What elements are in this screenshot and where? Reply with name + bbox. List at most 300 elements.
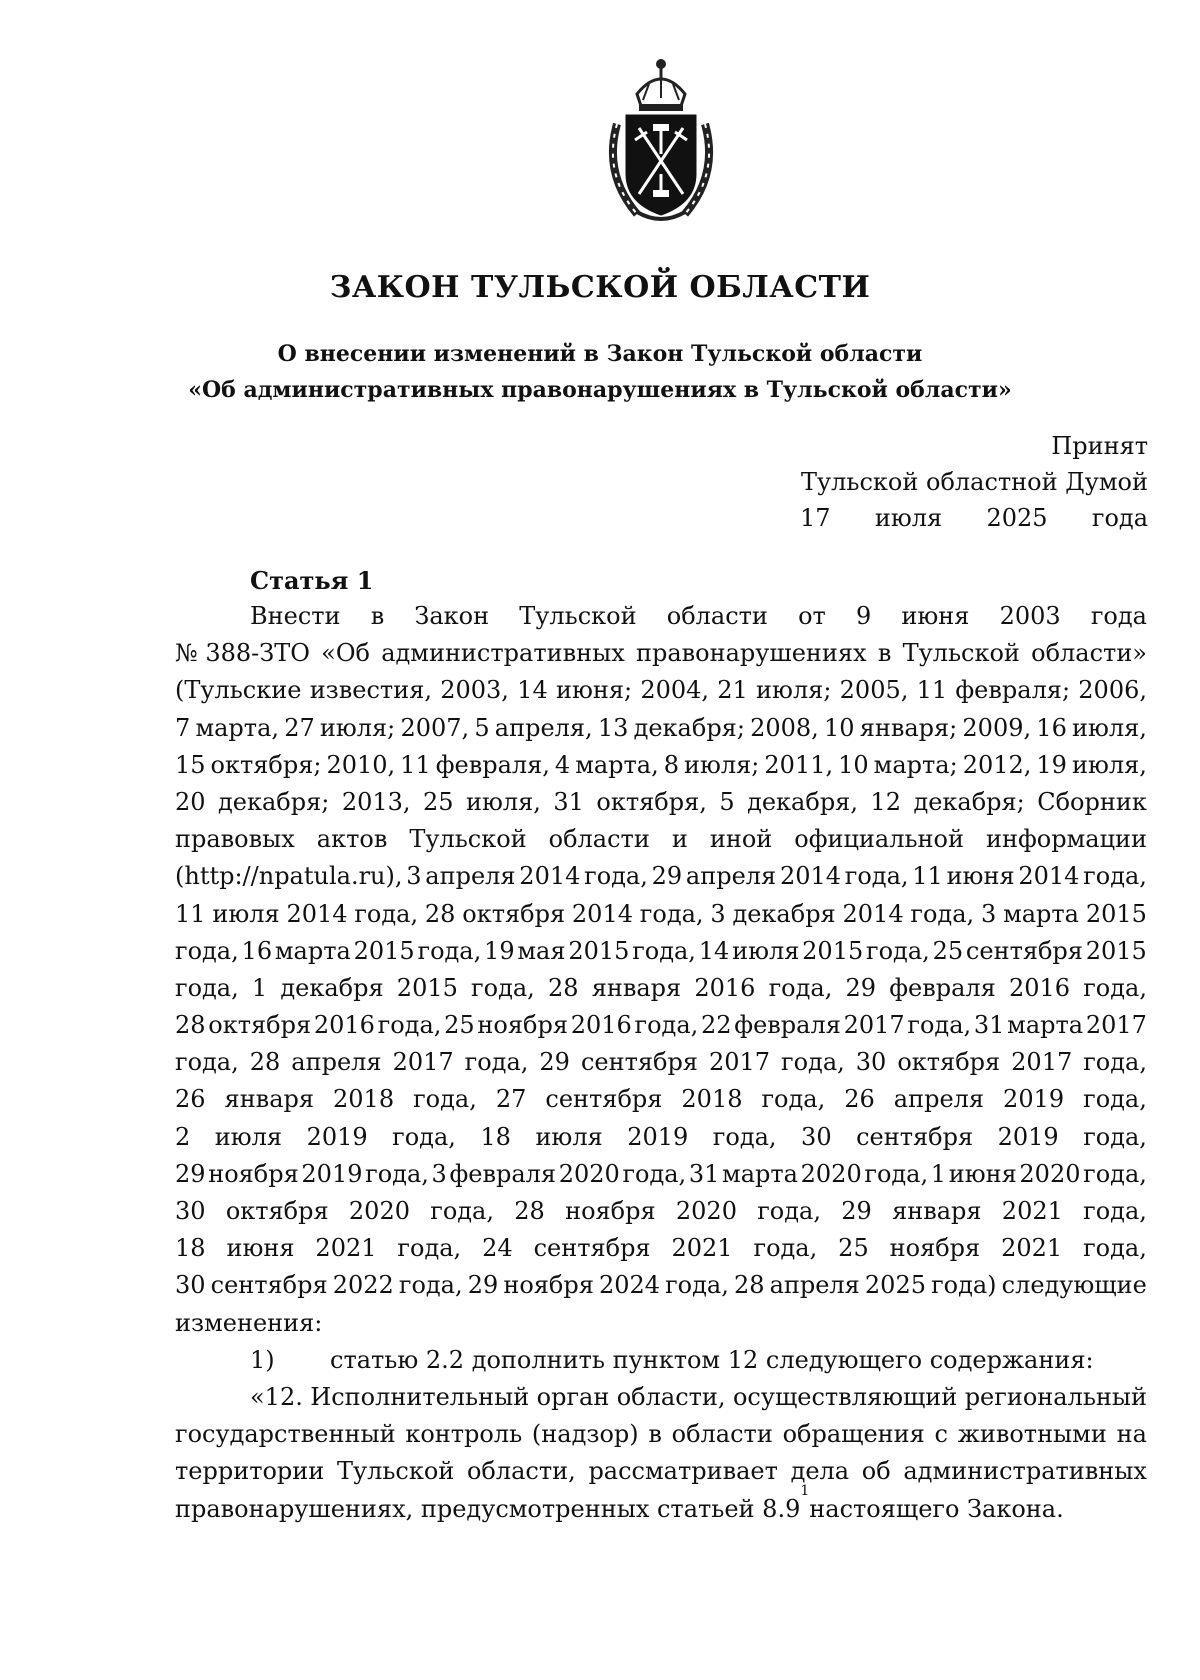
article-word: апреля bbox=[425, 862, 516, 891]
article-word: административных bbox=[381, 639, 625, 668]
article-word: января; bbox=[859, 713, 958, 742]
article-word: 2005, bbox=[839, 676, 909, 705]
article-word: года, bbox=[413, 1085, 477, 1114]
list-item-1 bbox=[175, 1342, 1147, 1379]
article-word: 11 bbox=[175, 899, 206, 928]
article-word: известия, bbox=[309, 676, 432, 705]
document-title: ЗАКОН ТУЛЬСКОЙ ОБЛАСТИ bbox=[329, 270, 871, 305]
article-word: марта bbox=[1007, 1011, 1084, 1040]
article-word: 2014 bbox=[286, 899, 348, 928]
article-line bbox=[175, 598, 1147, 635]
article-word: 2020 bbox=[558, 1159, 620, 1188]
article-word: 2015 bbox=[1085, 936, 1147, 965]
quote-last-tail: настоящего Закона. bbox=[809, 1494, 1064, 1523]
article-word: 5 bbox=[719, 787, 735, 816]
article-word: 19 bbox=[484, 936, 515, 965]
article-line bbox=[175, 821, 1147, 858]
quote-word: Тульской bbox=[336, 1457, 455, 1486]
adoption-date-year: 2025 bbox=[986, 504, 1048, 532]
article-word: декабря bbox=[732, 899, 836, 928]
article-word: 2003 bbox=[999, 602, 1061, 630]
quote-word: региональный bbox=[964, 1382, 1147, 1411]
article-word: сентября bbox=[533, 1234, 651, 1263]
article-word: Внести bbox=[250, 602, 341, 630]
quoted-amendment bbox=[175, 1379, 1147, 1491]
article-word: года, bbox=[175, 936, 239, 965]
article-word: года, bbox=[1083, 1159, 1147, 1188]
quote-word: области, bbox=[616, 1382, 726, 1411]
article-line bbox=[175, 896, 1147, 933]
article-word: в bbox=[370, 602, 385, 630]
article-line bbox=[175, 672, 1147, 709]
article-word: июля bbox=[732, 936, 800, 965]
article-word: года, bbox=[354, 899, 419, 928]
article-word: 27 bbox=[284, 713, 315, 742]
article-word: 2015 bbox=[353, 936, 415, 965]
article-word: июля, bbox=[1072, 713, 1147, 742]
article-word: 2017 bbox=[708, 1048, 771, 1077]
article-word: 2015 bbox=[802, 936, 864, 965]
article-line bbox=[175, 1230, 1147, 1267]
article-word: 24 bbox=[482, 1234, 513, 1263]
article-word: декабря; bbox=[913, 787, 1025, 816]
article-word: июня bbox=[226, 1234, 295, 1263]
article-word: 2019 bbox=[306, 1122, 368, 1151]
article-word: 2014 bbox=[842, 899, 904, 928]
article-word: актов bbox=[316, 825, 388, 854]
article-word: 2016 bbox=[1008, 973, 1071, 1002]
article-word: 29 bbox=[467, 1271, 499, 1300]
quote-word: Исполнительный bbox=[310, 1382, 530, 1411]
article-word: следующие bbox=[1001, 1271, 1147, 1300]
article-word: года, bbox=[1083, 1197, 1147, 1225]
article-word: 11 bbox=[916, 676, 948, 705]
article-word: 25 bbox=[932, 936, 964, 965]
article-word: июня bbox=[948, 1159, 1017, 1188]
article-body bbox=[175, 598, 1147, 1528]
quote-word: территории bbox=[175, 1457, 325, 1486]
article-word: сентября bbox=[965, 936, 1083, 965]
article-word: официальной bbox=[794, 825, 964, 854]
article-word: года, bbox=[866, 936, 930, 965]
article-word: ноября bbox=[565, 1197, 656, 1225]
article-word: года) bbox=[931, 1271, 997, 1300]
article-word: 16 bbox=[1036, 713, 1067, 742]
list-item-1-text: статью 2.2 дополнить пунктом 12 следующего содержания: bbox=[330, 1345, 1094, 1374]
article-word: года, bbox=[1083, 862, 1147, 891]
article-word: года, bbox=[365, 1159, 429, 1188]
article-word: 29 bbox=[651, 862, 683, 891]
article-word: 26 bbox=[844, 1085, 875, 1114]
article-word: 2018 bbox=[681, 1085, 743, 1114]
article-word: и bbox=[671, 825, 688, 854]
article-word: 18 bbox=[480, 1122, 511, 1151]
article-word: 10 bbox=[823, 713, 855, 742]
article-word: 12 bbox=[870, 787, 901, 816]
article-line bbox=[175, 1081, 1147, 1118]
article-word: года, bbox=[907, 1011, 972, 1040]
article-word: 16 bbox=[241, 936, 273, 965]
quote-word: административных bbox=[903, 1457, 1147, 1486]
quote-word: дела bbox=[790, 1457, 850, 1486]
article-word: Тульской bbox=[902, 639, 1020, 668]
article-word: 2019 bbox=[627, 1122, 689, 1151]
article-word: 2015 bbox=[396, 973, 458, 1002]
article-word: марта bbox=[1003, 899, 1079, 928]
article-word: 28 bbox=[424, 899, 456, 928]
article-word: 2017 bbox=[392, 1048, 454, 1077]
article-word: года, bbox=[398, 1271, 463, 1300]
article-word: года, bbox=[417, 936, 482, 965]
article-word: 2019 bbox=[1003, 1085, 1065, 1114]
article-word: января bbox=[892, 1197, 982, 1225]
article-word: года, bbox=[753, 1234, 818, 1263]
article-line bbox=[175, 1193, 1147, 1230]
article-line bbox=[175, 1267, 1147, 1304]
quote-word: области bbox=[671, 1420, 773, 1449]
article-word: 1 bbox=[251, 973, 268, 1002]
article-word: 2013, bbox=[341, 787, 411, 816]
document-subtitle bbox=[0, 336, 1200, 408]
article-word: марта bbox=[274, 936, 351, 965]
article-word: апреля, bbox=[494, 713, 593, 742]
article-word: 2021 bbox=[1001, 1234, 1063, 1263]
article-word: года, bbox=[377, 1011, 442, 1040]
quote-word: (надзор) bbox=[531, 1420, 639, 1449]
article-word: июля; bbox=[319, 713, 396, 742]
article-word: года, bbox=[584, 862, 648, 891]
article-word: (http://npatula.ru), bbox=[175, 862, 403, 891]
article-word: апреля bbox=[291, 1048, 382, 1077]
article-word: 29 bbox=[841, 1197, 872, 1225]
article-word: 2011, bbox=[764, 750, 834, 779]
article-word: 3 bbox=[710, 899, 726, 928]
article-word: января bbox=[224, 1085, 315, 1114]
article-word: марта; bbox=[873, 750, 958, 779]
article-word: июля, bbox=[466, 787, 541, 816]
article-word: 2017 bbox=[843, 1011, 905, 1040]
quote-line bbox=[175, 1453, 1147, 1490]
article-word: 3 bbox=[980, 899, 997, 928]
article-line bbox=[175, 635, 1147, 672]
article-word: года, bbox=[1083, 1085, 1147, 1114]
article-word: года, bbox=[712, 1122, 777, 1151]
article-word: 19 bbox=[1036, 750, 1067, 779]
article-word: Закон bbox=[414, 602, 490, 630]
article-word: 2021 bbox=[671, 1234, 733, 1263]
article-word: апреля bbox=[685, 862, 777, 891]
article-word: 2014 bbox=[571, 899, 633, 928]
quote-word: «12. bbox=[250, 1382, 303, 1411]
article-word: 2019 bbox=[997, 1122, 1059, 1151]
article-word: 30 bbox=[175, 1271, 206, 1300]
article-line bbox=[175, 710, 1147, 747]
article-word: правонарушениях bbox=[635, 639, 867, 668]
article-word: 31 bbox=[973, 1011, 1005, 1040]
article-line bbox=[175, 1119, 1147, 1156]
article-word: декабря bbox=[280, 973, 384, 1002]
article-word: 2022 bbox=[332, 1271, 394, 1300]
quote-word: на bbox=[1116, 1420, 1147, 1449]
article-word: февраля bbox=[734, 1011, 841, 1040]
article-word: 30 bbox=[801, 1122, 832, 1151]
article-word: 10 bbox=[838, 750, 869, 779]
article-word: октября bbox=[462, 899, 566, 928]
article-word: 2016 bbox=[313, 1011, 375, 1040]
article-word: иной bbox=[709, 825, 773, 854]
article-word: октября bbox=[225, 1197, 329, 1225]
article-word: 2020 bbox=[348, 1197, 410, 1225]
article-word: октября, bbox=[596, 787, 707, 816]
article-word: ноября bbox=[889, 1234, 981, 1263]
subtitle-line-2: «Об административных правонарушениях в Тульской области» bbox=[188, 377, 1012, 403]
article-word: года, bbox=[761, 1085, 826, 1114]
article-word: Тульской bbox=[409, 825, 527, 854]
article-line bbox=[175, 858, 1147, 895]
article-line bbox=[175, 933, 1147, 970]
article-word: 2014 bbox=[779, 862, 842, 891]
article-word: октября bbox=[208, 1011, 312, 1040]
article-word: 27 bbox=[495, 1085, 527, 1114]
article-word: 2009, bbox=[962, 713, 1032, 742]
article-word: июля; bbox=[684, 750, 760, 779]
article-word: года, bbox=[392, 1122, 456, 1151]
article-word: 2025 bbox=[864, 1271, 926, 1300]
adopted-by: Тульской областной Думой bbox=[801, 468, 1148, 496]
article-word: ноября bbox=[503, 1271, 594, 1300]
article-word: июля bbox=[214, 1122, 283, 1151]
quote-last-superscript: 1 bbox=[800, 1482, 810, 1499]
quote-word: рассматривает bbox=[588, 1457, 778, 1486]
article-word: 30 bbox=[175, 1197, 206, 1225]
article-word: июля bbox=[535, 1122, 603, 1151]
article-word: года, bbox=[1083, 1048, 1147, 1077]
article-word: 2017 bbox=[1085, 1011, 1147, 1040]
article-word: 31 bbox=[553, 787, 584, 816]
article-word: февраля; bbox=[955, 676, 1071, 705]
article-word: февраля bbox=[449, 1159, 557, 1188]
article-word: 30 bbox=[855, 1048, 887, 1077]
article-word: 2024 bbox=[598, 1271, 661, 1300]
article-word: 2018 bbox=[333, 1085, 395, 1114]
article-word: года, bbox=[632, 936, 696, 965]
article-word: 2015 bbox=[568, 936, 630, 965]
article-word: 21 bbox=[717, 676, 748, 705]
article-word: Сборник bbox=[1037, 787, 1147, 816]
article-line bbox=[175, 747, 1147, 784]
article-word: года, bbox=[910, 899, 975, 928]
article-word: 29 bbox=[539, 1048, 570, 1077]
article-word: 28 bbox=[514, 1197, 545, 1225]
article-word: года, bbox=[1083, 1122, 1147, 1151]
article-word: года, bbox=[634, 1011, 699, 1040]
article-word: 25 bbox=[838, 1234, 869, 1263]
article-word: ноября bbox=[477, 1011, 568, 1040]
article-word: года, bbox=[471, 973, 535, 1002]
article-word: области bbox=[666, 602, 768, 630]
article-word: области bbox=[548, 825, 650, 854]
article-word: года, bbox=[464, 1048, 529, 1077]
article-heading: Статья 1 bbox=[250, 566, 374, 595]
article-word: года, bbox=[175, 1048, 239, 1077]
article-word: 2016 bbox=[694, 973, 756, 1002]
article-word: года, bbox=[622, 1159, 687, 1188]
adoption-date bbox=[800, 500, 1148, 536]
article-word: 2021 bbox=[1001, 1197, 1063, 1225]
article-word: марта, bbox=[195, 713, 280, 742]
article-word: года, bbox=[639, 899, 704, 928]
quote-word: с bbox=[934, 1420, 948, 1449]
article-word: 3 bbox=[431, 1159, 447, 1188]
article-word: июля bbox=[212, 899, 280, 928]
article-word: 13 bbox=[597, 713, 629, 742]
article-word: 11 bbox=[400, 750, 431, 779]
article-word: апреля bbox=[893, 1085, 985, 1114]
article-word: 29 bbox=[845, 973, 877, 1002]
article-word: 29 bbox=[175, 1159, 206, 1188]
article-word: 11 bbox=[912, 862, 943, 891]
quote-word: контроль bbox=[405, 1420, 523, 1449]
adoption-date-day: 17 bbox=[800, 504, 831, 532]
article-word: года, bbox=[844, 862, 909, 891]
article-word: 5 bbox=[474, 713, 490, 742]
quote-word: осуществляющий bbox=[732, 1382, 958, 1411]
article-word: июня bbox=[946, 862, 1015, 891]
article-word: 2020 bbox=[1019, 1159, 1081, 1188]
article-word: года, bbox=[665, 1271, 729, 1300]
article-word: 25 bbox=[423, 787, 454, 816]
quote-line bbox=[175, 1416, 1147, 1453]
article-word: 20 bbox=[175, 787, 206, 816]
article-word: февраля bbox=[889, 973, 996, 1002]
article-paragraph bbox=[175, 598, 1147, 1305]
article-word: декабря; bbox=[218, 787, 330, 816]
article-word: декабря, bbox=[747, 787, 858, 816]
article-word: 7 bbox=[175, 713, 191, 742]
article-word: октября bbox=[897, 1048, 1001, 1077]
subtitle-line-1: О внесении изменений в Закон Тульской области bbox=[277, 341, 923, 367]
article-word: сентября bbox=[580, 1048, 698, 1077]
article-word: 2004, bbox=[640, 676, 710, 705]
article-word: 26 bbox=[175, 1085, 206, 1114]
quoted-amendment-last-line bbox=[175, 1482, 1147, 1528]
article-word: правовых bbox=[175, 825, 295, 854]
quote-line bbox=[175, 1379, 1147, 1416]
article-word: 28 bbox=[249, 1048, 281, 1077]
article-word: 4 bbox=[554, 750, 571, 779]
article-word: марта bbox=[722, 1159, 798, 1188]
article-line bbox=[175, 1007, 1147, 1044]
article-word: 2020 bbox=[800, 1159, 862, 1188]
article-word: года, bbox=[1083, 973, 1147, 1002]
article-word: 2014 bbox=[1018, 862, 1080, 891]
article-word: сентября bbox=[856, 1122, 974, 1151]
quote-word: обращения bbox=[782, 1420, 925, 1449]
article-word: 2017 bbox=[1011, 1048, 1073, 1077]
article-word: февраля, bbox=[435, 750, 550, 779]
article-word: 2021 bbox=[315, 1234, 377, 1263]
quote-word: в bbox=[648, 1420, 662, 1449]
quote-word: животными bbox=[957, 1420, 1107, 1449]
article-word: 8 bbox=[663, 750, 680, 779]
article-word: сентября bbox=[545, 1085, 663, 1114]
article-word: мая bbox=[517, 936, 566, 965]
article-word: «Об bbox=[321, 639, 370, 668]
article-word: 22 bbox=[701, 1011, 732, 1040]
article-word: июля, bbox=[1071, 750, 1147, 779]
article-word: 14 bbox=[698, 936, 730, 965]
article-word: года, bbox=[430, 1197, 494, 1225]
article-word: 28 bbox=[547, 973, 579, 1002]
article-word: года, bbox=[864, 1159, 929, 1188]
article-word: октября; bbox=[210, 750, 322, 779]
article-word: 2010, bbox=[326, 750, 396, 779]
adopted-word: Принят bbox=[1051, 432, 1148, 460]
article-word: июня; bbox=[555, 676, 633, 705]
article-word: года, bbox=[757, 1197, 821, 1225]
article-word: (Тульские bbox=[175, 676, 302, 705]
article-line bbox=[175, 970, 1147, 1007]
article-word: года, bbox=[175, 973, 239, 1002]
adoption-date-month: июля bbox=[874, 504, 943, 532]
quote-word: орган bbox=[536, 1382, 610, 1411]
quote-word: об bbox=[861, 1457, 891, 1486]
article-paragraph-last-line: изменения: bbox=[175, 1308, 323, 1337]
article-word: года, bbox=[1083, 1234, 1147, 1263]
article-word: 2019 bbox=[301, 1159, 363, 1188]
article-word: 2006, bbox=[1078, 676, 1147, 705]
adoption-date-word: года bbox=[1091, 504, 1148, 532]
article-word: ноября bbox=[208, 1159, 299, 1188]
article-word: апреля bbox=[769, 1271, 860, 1300]
article-word: года, bbox=[768, 973, 833, 1002]
article-word: 2012, bbox=[962, 750, 1032, 779]
article-word: № 388-ЗТО bbox=[175, 639, 310, 668]
article-word: 2008, bbox=[750, 713, 819, 742]
article-word: 28 bbox=[733, 1271, 765, 1300]
article-word: от bbox=[798, 602, 826, 630]
article-word: года bbox=[1090, 602, 1147, 630]
article-word: области» bbox=[1031, 639, 1147, 668]
article-word: информации bbox=[986, 825, 1147, 854]
article-word: 2015 bbox=[1085, 899, 1147, 928]
article-word: 14 bbox=[517, 676, 548, 705]
quote-word: области, bbox=[466, 1457, 576, 1486]
quote-word: государственный bbox=[175, 1420, 396, 1449]
article-word: 2016 bbox=[570, 1011, 632, 1040]
article-word: года, bbox=[781, 1048, 845, 1077]
article-word: 15 bbox=[175, 750, 206, 779]
article-word: 2007, bbox=[400, 713, 470, 742]
article-word: 1 bbox=[930, 1159, 947, 1188]
article-word: 28 bbox=[175, 1011, 206, 1040]
article-line bbox=[175, 1156, 1147, 1193]
list-item-1-number: 1) bbox=[250, 1345, 275, 1374]
article-word: 2014 bbox=[519, 862, 581, 891]
article-word: 3 bbox=[406, 862, 422, 891]
article-word: сентября bbox=[210, 1271, 328, 1300]
article-word: 2020 bbox=[675, 1197, 737, 1225]
article-word: 9 bbox=[855, 602, 872, 630]
article-word: года, bbox=[397, 1234, 462, 1263]
article-word: Тульской bbox=[519, 602, 637, 630]
article-word: 2003, bbox=[440, 676, 509, 705]
article-word: марта, bbox=[575, 750, 659, 779]
article-word: декабря; bbox=[633, 713, 745, 742]
article-word: 25 bbox=[444, 1011, 475, 1040]
article-line bbox=[175, 784, 1147, 821]
article-line bbox=[175, 1044, 1147, 1081]
